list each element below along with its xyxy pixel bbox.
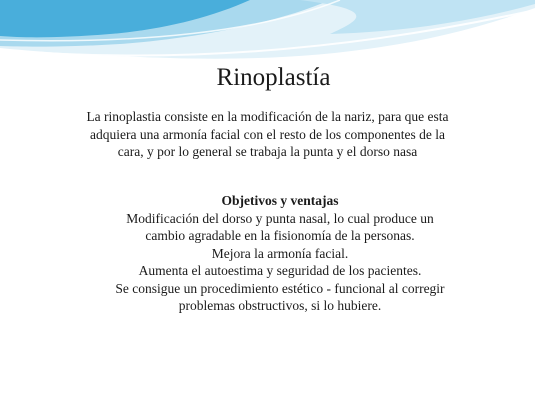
objectives-heading: Objetivos y ventajas bbox=[221, 193, 339, 208]
intro-paragraph: La rinoplastia consiste en la modificación de la nariz, para que esta adquiera una armonía facial con el resto de los componentes de la cara, y por lo general se trabaja la punta y el dorso nasa bbox=[86, 109, 449, 159]
objective-item: Mejora la armonía facial. bbox=[211, 245, 349, 261]
objective-item: Modificación del dorso y punta nasal, lo cual produce un cambio agradable en la fisionomía de la personas. bbox=[126, 210, 434, 243]
objectives-section bbox=[110, 192, 450, 315]
slide-title: Rinoplastía bbox=[216, 64, 331, 91]
objective-item: Se consigue un procedimiento estético - funcional al corregir problemas obstructivos, si lo hubiere. bbox=[115, 280, 445, 313]
objective-item: Aumenta el autoestima y seguridad de los pacientes. bbox=[138, 263, 422, 278]
decorative-wave-header bbox=[0, 0, 535, 70]
